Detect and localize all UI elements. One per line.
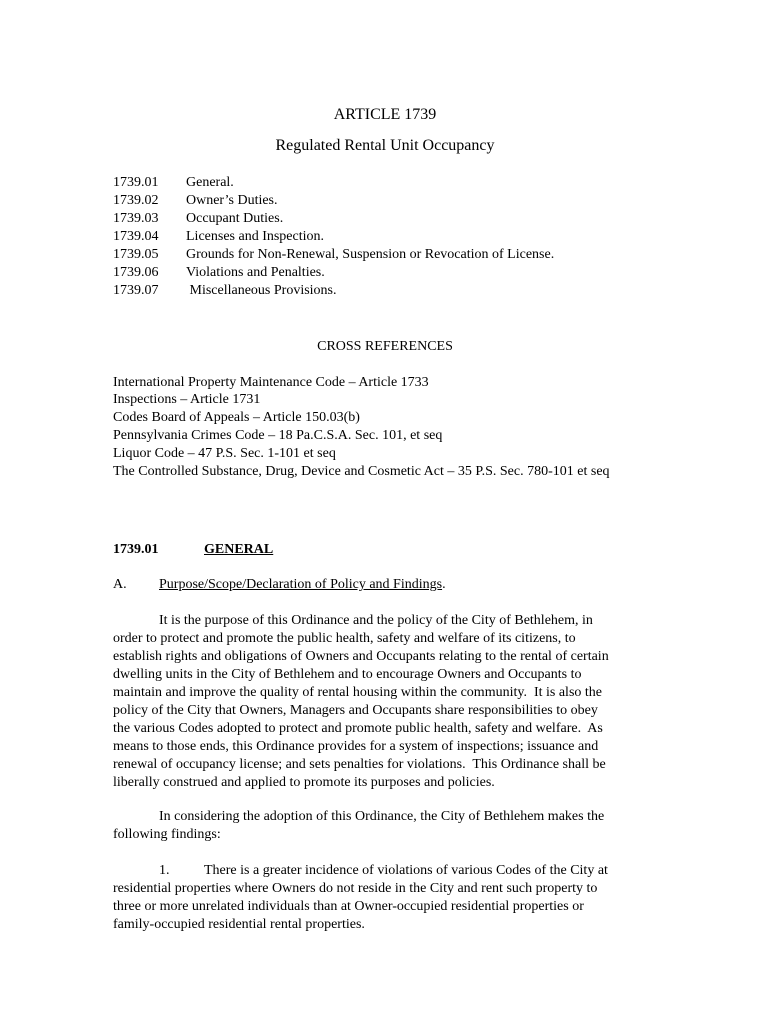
finding-paragraph: [113, 862, 661, 934]
paragraph-line: following findings:: [113, 827, 221, 842]
finding-number: 1.: [159, 863, 170, 878]
toc-entry: Grounds for Non-Renewal, Suspension or Revocation of License.: [186, 247, 555, 262]
paragraph-line: In considering the adoption of this Ordinance, the City of Bethlehem makes the: [159, 809, 605, 824]
article-subtitle: Regulated Rental Unit Occupancy: [275, 137, 495, 154]
section-number: 1739.01: [113, 542, 159, 557]
paragraph-line: It is the purpose of this Ordinance and the policy of the City of Bethlehem, in: [159, 613, 593, 628]
cross-reference-item: Codes Board of Appeals – Article 150.03(b): [113, 410, 360, 425]
paragraph-line: There is a greater incidence of violations of various Codes of the City at: [204, 863, 608, 878]
paragraph-line: dwelling units in the City of Bethlehem and to encourage Owners and Occupants to: [113, 667, 582, 682]
toc-number: 1739.01: [113, 175, 159, 190]
toc-number: 1739.07: [113, 283, 159, 298]
toc-number: 1739.05: [113, 247, 159, 262]
cross-reference-item: The Controlled Substance, Drug, Device and Cosmetic Act – 35 P.S. Sec. 780-101 et seq: [113, 464, 610, 479]
toc-entry: Licenses and Inspection.: [186, 229, 325, 244]
cross-reference-item: Liquor Code – 47 P.S. Sec. 1-101 et seq: [113, 446, 336, 461]
paragraph-line: renewal of occupancy license; and sets penalties for violations. This Ordinance shall be: [113, 757, 606, 772]
subsection-title: Purpose/Scope/Declaration of Policy and Findings: [159, 577, 443, 592]
toc-entry: Violations and Penalties.: [186, 265, 325, 280]
cross-references-heading: CROSS REFERENCES: [317, 339, 453, 354]
toc-entry: General.: [186, 175, 234, 190]
paragraph-line: policy of the City that Owners, Managers and Occupants share responsibilities to obey: [113, 703, 598, 718]
paragraph-line: the various Codes adopted to protect and promote public health, safety and welfare. As: [113, 721, 603, 736]
section-title: GENERAL: [204, 542, 274, 557]
paragraph-line: family-occupied residential rental properties.: [113, 917, 365, 932]
subsection-label: A.: [113, 577, 127, 592]
toc-entry: Owner’s Duties.: [186, 193, 278, 208]
paragraph-line: means to those ends, this Ordinance provides for a system of inspections; issuance and: [113, 739, 599, 754]
paragraph-line: establish rights and obligations of Owners and Occupants relating to the rental of certain: [113, 649, 609, 664]
purpose-paragraph: [113, 612, 661, 792]
cross-reference-item: International Property Maintenance Code – Article 1733: [113, 375, 429, 390]
toc-number: 1739.06: [113, 265, 159, 280]
toc-entry: Miscellaneous Provisions.: [186, 283, 337, 298]
toc-entry: Occupant Duties.: [186, 211, 284, 226]
paragraph-line: three or more unrelated individuals than at Owner-occupied residential properties or: [113, 899, 584, 914]
paragraph-line: order to protect and promote the public health, safety and welfare of its citizens, to: [113, 631, 576, 646]
paragraph-line: liberally construed and applied to promote its purposes and policies.: [113, 775, 495, 790]
paragraph-line: maintain and improve the quality of rental housing within the community. It is also the: [113, 685, 603, 700]
findings-intro-paragraph: [113, 808, 661, 844]
paragraph-line: residential properties where Owners do not reside in the City and rent such property to: [113, 881, 598, 896]
article-title: ARTICLE 1739: [333, 106, 437, 123]
subsection-title-period: .: [442, 577, 446, 592]
toc-number: 1739.02: [113, 193, 159, 208]
cross-reference-item: Pennsylvania Crimes Code – 18 Pa.C.S.A. Sec. 101, et seq: [113, 428, 443, 443]
toc-number: 1739.03: [113, 211, 159, 226]
cross-reference-item: Inspections – Article 1731: [113, 392, 261, 407]
subsection-heading: [159, 576, 446, 594]
toc-number: 1739.04: [113, 229, 159, 244]
